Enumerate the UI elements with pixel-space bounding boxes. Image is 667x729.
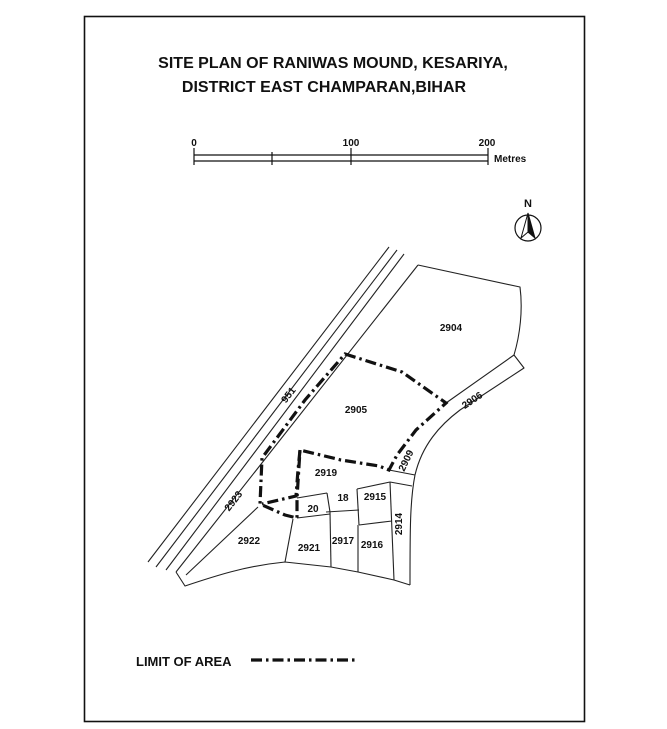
plot-label-2906: 2906 <box>460 390 485 412</box>
plot-label-2914: 2914 <box>394 512 405 536</box>
title-line-1: SITE PLAN OF RANIWAS MOUND, KESARIYA, <box>158 55 508 72</box>
scale-label-100: 100 <box>342 138 360 149</box>
scale-bar <box>191 138 526 165</box>
plot-label-2919: 2919 <box>314 468 338 479</box>
plot-label-18: 18 <box>337 493 349 504</box>
plot-label-2916: 2916 <box>360 540 384 551</box>
plot-label-2921: 2921 <box>297 543 321 554</box>
road-label-951: 951 <box>279 385 299 406</box>
plot-label-2922: 2922 <box>237 536 261 547</box>
svg-text:N: N <box>524 198 532 210</box>
plot-label-2905: 2905 <box>344 405 368 416</box>
legend <box>136 654 356 669</box>
plot-label-2923: 2923 <box>222 489 246 514</box>
scale-unit-label: Metres <box>494 154 527 165</box>
plot-label-2904: 2904 <box>439 323 463 334</box>
plot-label-2909: 2909 <box>396 448 417 474</box>
title-line-2: DISTRICT EAST CHAMPARAN,BIHAR <box>181 79 467 96</box>
plot-label-2915: 2915 <box>363 492 387 503</box>
map-frame <box>85 17 585 722</box>
plot-label-20: 20 <box>307 504 319 515</box>
scale-label-0: 0 <box>191 138 197 149</box>
legend-label: LIMIT OF AREA <box>136 654 232 669</box>
plot-label-2917: 2917 <box>331 536 355 547</box>
scale-label-200: 200 <box>478 138 496 149</box>
north-arrow-icon <box>515 198 541 241</box>
